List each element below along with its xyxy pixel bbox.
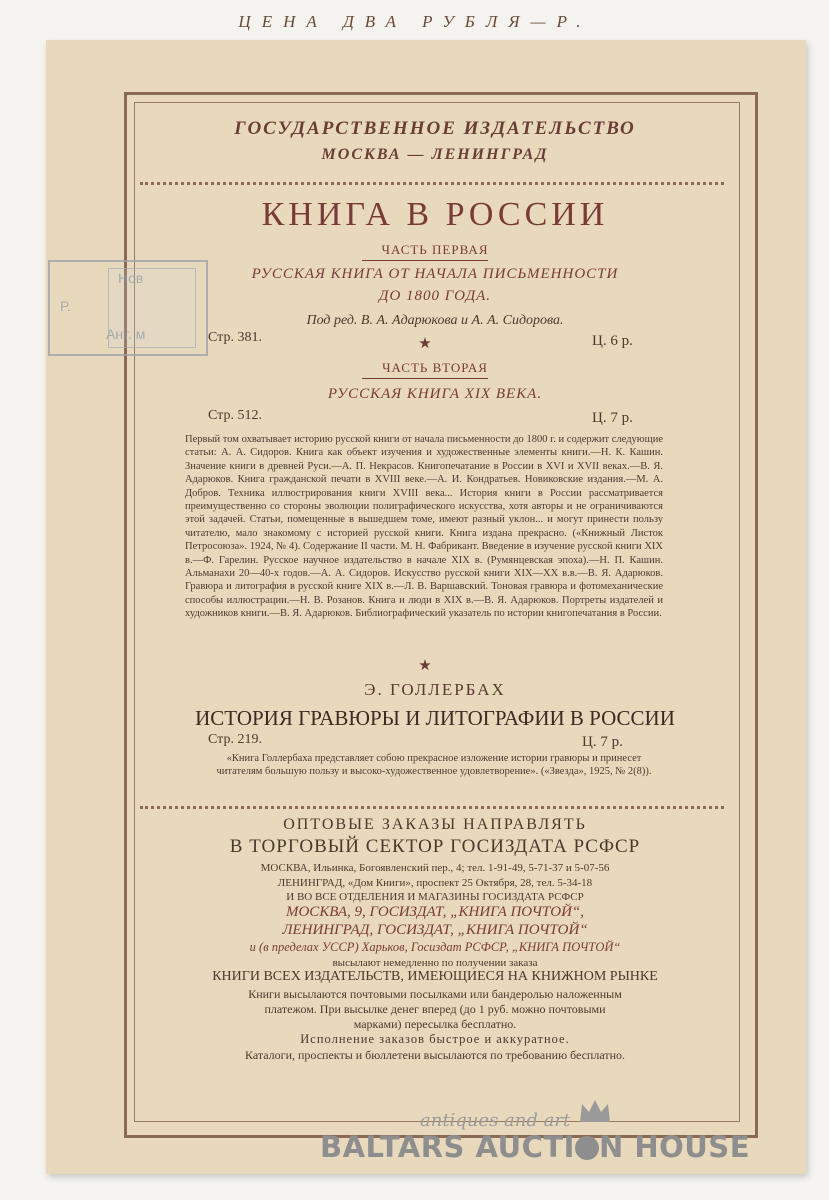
- book2-title: ИСТОРИЯ ГРАВЮРЫ И ЛИТОГРАФИИ В РОССИИ: [195, 706, 675, 730]
- part1-label: ЧАСТЬ ПЕРВАЯ: [381, 242, 489, 257]
- orders-catalogs: Каталоги, проспекты и бюллетени высылаются по требованию бесплатно.: [244, 1048, 626, 1062]
- orders-terms1: Книги высылаются почтовыми посылками или бандеролью наложенным: [248, 987, 622, 1001]
- book2-review: «Книга Голлербаха представляет собою прекрасное изложение истории гравюры и принесет читателям большую пользу и высоко-художественное удовлетворение». («Звезда», 1925, № 2(8)).: [216, 753, 652, 778]
- watermark-brand-part1: BALTARS AUCTI: [320, 1130, 575, 1164]
- orders-mail2: ЛЕНИНГРАД, ГОСИЗДАТ, „КНИГА ПОЧТОЙ“: [282, 922, 588, 938]
- orders-mail1: МОСКВА, 9, ГОСИЗДАТ, „КНИГА ПОЧТОЙ“,: [285, 904, 585, 920]
- orders-address-moscow: МОСКВА, Ильинка, Богоявленский пер., 4; тел. 1-91-49, 5-71-37 и 5-07-56: [260, 862, 610, 874]
- part1-subtitle-line1: РУССКАЯ КНИГА ОТ НАЧАЛА ПИСЬМЕННОСТИ: [251, 266, 619, 282]
- stamp-line2: Р.: [60, 298, 71, 314]
- watermark-brand-part2: N HOUSE: [598, 1130, 751, 1164]
- divider-top: [140, 182, 724, 185]
- book2-price: Ц. 7 р.: [582, 734, 623, 750]
- part1-pages: Стр. 381.: [208, 330, 262, 345]
- publisher-name: ГОСУДАРСТВЕННОЕ ИЗДАТЕЛЬСТВО: [234, 118, 636, 139]
- orders-terms2: платежом. При высылке денег вперед (до 1 руб. можно почтовыми: [264, 1002, 606, 1016]
- orders-branches: И ВО ВСЕ ОТДЕЛЕНИЯ И МАГАЗИНЫ ГОСИЗДАТА РСФСР: [286, 891, 584, 903]
- watermark-o-icon: [575, 1136, 599, 1160]
- part2-price: Ц. 7 р.: [592, 410, 633, 426]
- star-ornament-1: ★: [418, 336, 432, 352]
- part2-label: ЧАСТЬ ВТОРАЯ: [382, 360, 488, 375]
- watermark-tagline: antiques and art: [420, 1110, 571, 1131]
- orders-heading2: В ТОРГОВЫЙ СЕКТОР ГОСИЗДАТА РСФСР: [229, 836, 641, 857]
- part1-label-underline: [362, 260, 488, 261]
- part2-label-underline: [362, 378, 488, 379]
- book1-description: Первый том охватывает историю русской книги от начала письменности до 1800 г. и содержит следующие статьи: А. А. Сидоров. Книга как объект изучения и художественные элементы книги.—Н. К. Кашин. Значение книги в древней Руси.—А. П. Некрасов. Книгопечатание в России в XVI и XVII веках.—В. Я. Адарюков. Книга гражданской печати в XVIII веке.—А. И. Кондратьев. Новиковские издания.—М. А. Добров. Техника иллюстрирования книги XVIII века... История книги в России рассматривается преимущественно со стороны эволюции полиграфического искусства, хотя авторы и не ограничиваются этой задачей. Статьи, помещенные в вышедшем томе, имеют разный уклон... и могут принести пользу читателю, мало знакомому с историей русской книги. Книга издана прекрасно. («Книжный Листок Петросоюза». 1924, № 4). Содержание II части. М. Н. Фабрикант. Введение в изучение русской книги XIX в.—Ф. Гарелин. Русское научное издательство в начале XIX в. (Румянцевская эпоха).—Н. П. Кашин. Альманахи 20—40-х годов.—А. А. Сидоров. Искусство русской книги XIX—XX в.в.—В. Я. Адарюков. Гравюра и литография в русской книге XIX в.—Л. В. Варшавский. Тоновая гравюра и фотомеханические способы иллюстрации.—Н. В. Розанов. Книга и люди в XIX в.—В. Я. Адарюков. Портреты издателей и художников книги.—В. Я. Адарюков. Библиографический указатель по истории книгопечатания в России.: [185, 434, 663, 620]
- publisher-city: МОСКВА — ЛЕНИНГРАД: [321, 146, 549, 163]
- book2-author: Э. ГОЛЛЕРБАХ: [364, 680, 506, 699]
- star-ornament-2: ★: [418, 658, 432, 674]
- stamp-line1: Нов: [118, 270, 144, 286]
- book2-pages: Стр. 219.: [208, 732, 262, 747]
- divider-bottom: [140, 806, 724, 809]
- orders-terms3: марками) пересылка бесплатно.: [353, 1017, 517, 1031]
- part1-editors: Под ред. В. А. Адарюкова и А. А. Сидорова.: [306, 313, 564, 328]
- orders-mail3: и (в пределах УССР) Харьков, Госиздат РСФСР, „КНИГА ПОЧТОЙ“: [249, 940, 621, 954]
- orders-all-books: КНИГИ ВСЕХ ИЗДАТЕЛЬСТВ, ИМЕЮЩИЕСЯ НА КНИЖНОМ РЫНКЕ: [212, 969, 658, 984]
- orders-heading1: ОПТОВЫЕ ЗАКАЗЫ НАПРАВЛЯТЬ: [283, 816, 587, 833]
- price-line: ЦЕНА ДВА РУБЛЯ—Р.: [238, 12, 592, 31]
- orders-address-leningrad: ЛЕНИНГРАД, «Дом Книги», проспект 25 Октября, 28, тел. 5-34-18: [277, 877, 593, 889]
- orders-sent: высылают немедленно по получении заказа: [332, 957, 538, 969]
- part2-pages: Стр. 512.: [208, 408, 262, 423]
- watermark-brand: [320, 1130, 750, 1164]
- crown-icon: [578, 1098, 612, 1124]
- part1-price: Ц. 6 р.: [592, 333, 633, 349]
- book1-title: КНИГА В РОССИИ: [261, 196, 609, 233]
- part1-subtitle-line2: ДО 1800 ГОДА.: [378, 288, 492, 304]
- library-stamp: [48, 260, 208, 356]
- part2-subtitle: РУССКАЯ КНИГА XIX ВЕКА.: [327, 386, 543, 402]
- stamp-line3: Ант. м: [106, 326, 146, 342]
- orders-fulfilment: Исполнение заказов быстрое и аккуратное.: [300, 1032, 570, 1046]
